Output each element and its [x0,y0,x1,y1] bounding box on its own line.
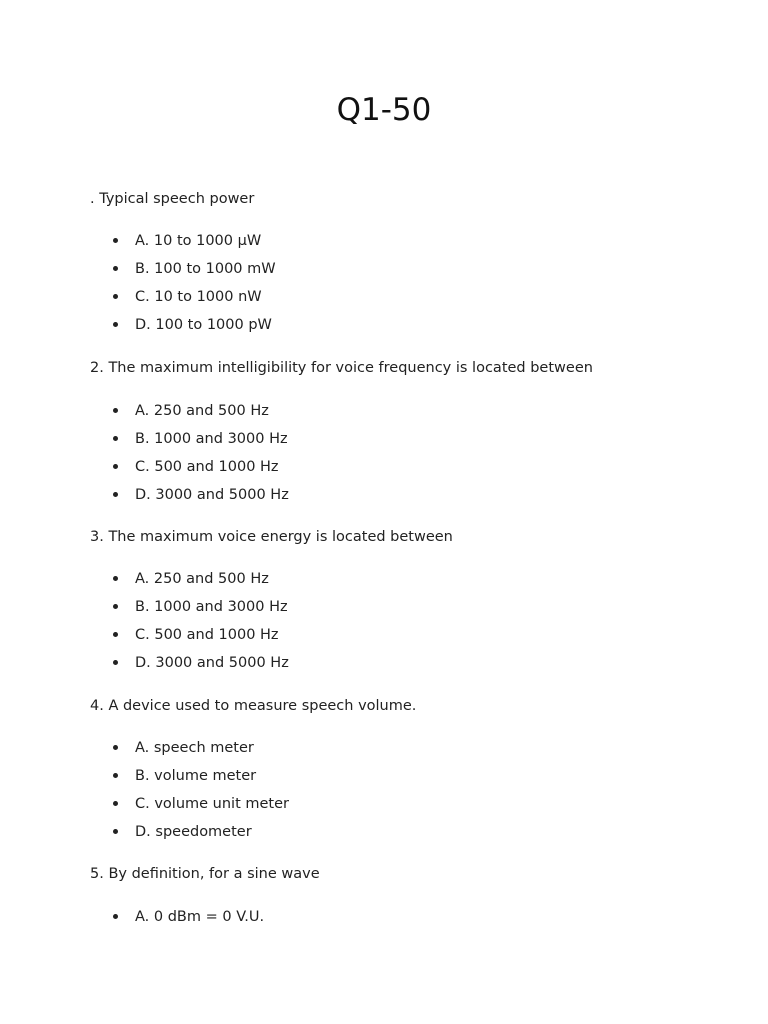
bullet-icon [113,294,118,299]
option-item [90,597,289,625]
option-label: D. 100 to 1000 pW [135,317,272,333]
option-label: C. 500 and 1000 Hz [135,459,279,475]
bullet-icon [113,773,118,778]
question-1-text: . Typical speech power [90,191,255,207]
question-5-text: 5. By definition, for a sine wave [90,866,320,882]
question-4-text: 4. A device used to measure speech volume. [90,698,417,714]
bullet-icon [113,829,118,834]
option-item [90,569,289,597]
option-label: A. 250 and 500 Hz [135,403,269,419]
bullet-icon [113,436,118,441]
bullet-icon [113,745,118,750]
option-label: D. 3000 and 5000 Hz [135,487,289,503]
option-label: B. 1000 and 3000 Hz [135,599,288,615]
bullet-icon [113,604,118,609]
option-item [90,259,276,287]
option-label: C. 10 to 1000 nW [135,289,262,305]
option-item [90,794,289,822]
option-item [90,907,264,935]
option-label: A. 250 and 500 Hz [135,571,269,587]
option-label: A. speech meter [135,740,254,756]
bullet-icon [113,660,118,665]
option-item [90,287,276,315]
bullet-icon [113,492,118,497]
option-item [90,766,289,794]
option-item [90,822,289,850]
option-item [90,231,276,259]
question-4-options [90,738,289,850]
option-item [90,457,289,485]
question-1-options [90,231,276,343]
option-label: D. 3000 and 5000 Hz [135,655,289,671]
bullet-icon [113,464,118,469]
bullet-icon [113,801,118,806]
option-item [90,429,289,457]
question-2-text: 2. The maximum intelligibility for voice frequency is located between [90,360,593,376]
option-item [90,653,289,681]
option-label: B. 1000 and 3000 Hz [135,431,288,447]
option-item [90,625,289,653]
bullet-icon [113,408,118,413]
bullet-icon [113,576,118,581]
option-label: B. 100 to 1000 mW [135,261,276,277]
option-item [90,401,289,429]
option-label: A. 10 to 1000 µW [135,233,262,249]
bullet-icon [113,914,118,919]
bullet-icon [113,238,118,243]
question-2-options [90,401,289,513]
question-5-options [90,907,264,935]
question-3-text: 3. The maximum voice energy is located between [90,529,453,545]
option-label: B. volume meter [135,768,257,784]
option-label: C. volume unit meter [135,796,289,812]
bullet-icon [113,322,118,327]
bullet-icon [113,266,118,271]
bullet-icon [113,632,118,637]
question-3-options [90,569,289,681]
page-title: Q1-50 [336,92,432,128]
option-label: C. 500 and 1000 Hz [135,627,279,643]
option-label: A. 0 dBm = 0 V.U. [135,909,265,925]
option-item [90,315,276,343]
option-item [90,485,289,513]
option-item [90,738,289,766]
option-label: D. speedometer [135,824,252,840]
